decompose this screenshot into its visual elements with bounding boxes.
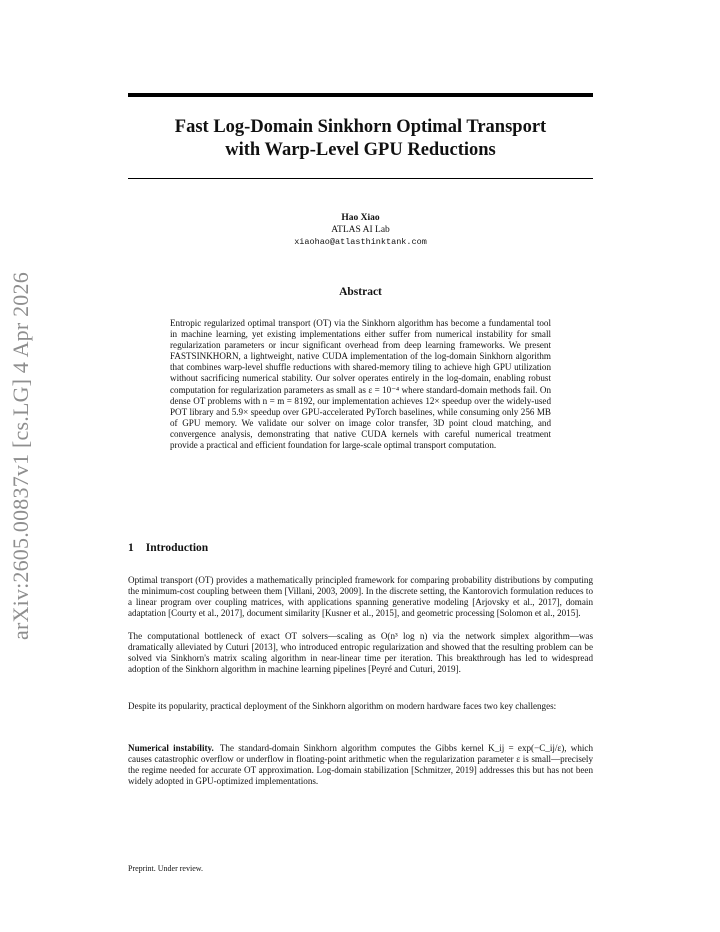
title-line-2: with Warp-Level GPU Reductions <box>225 140 496 160</box>
abstract-heading: Abstract <box>339 286 382 298</box>
intro-paragraph-1: Optimal transport (OT) provides a mathematically principled framework for comparing probability distributions by computing the minimum-cost coupling between them [Villani, 2003, 2009]. In the discrete setting, the Kantorovich formulation reduces to a linear program over coupling matrices, with applications spanning generative modeling [Arjovsky et al., 2017], domain adaptation [Courty et al., 2017], document similarity [Kusner et al., 2015], and geometric processing [Solomon et al., 2015]. <box>128 575 593 619</box>
paper-title <box>128 116 593 162</box>
preprint-footer: Preprint. Under review. <box>128 864 204 873</box>
author-name: Hao Xiao <box>341 213 380 223</box>
title-top-rule <box>128 93 593 97</box>
author-block <box>128 212 593 248</box>
author-email: xiaohao@atlasthinktank.com <box>294 237 427 247</box>
intro-paragraph-3: Despite its popularity, practical deployment of the Sinkhorn algorithm on modern hardware faces two key challenges: <box>128 701 557 711</box>
title-bottom-rule <box>128 178 593 179</box>
arxiv-identifier-stamp: arXiv:2605.00837v1 [cs.LG] 4 Apr 2026 <box>8 272 33 640</box>
section-heading-introduction <box>128 542 208 554</box>
author-affiliation: ATLAS AI Lab <box>331 225 390 235</box>
section-number: 1 <box>128 542 134 554</box>
intro-paragraph-2: The computational bottleneck of exact OT solvers—scaling as O(n³ log n) via the network simplex algorithm—was dramatically alleviated by Cuturi [2013], who introduced entropic regularization and showed that the resulting problem can be solved via Sinkhorn's matrix scaling algorithm in near-linear time per iteration. This breakthrough has led to widespread adoption of the Sinkhorn algorithm in machine learning pipelines [Peyré and Cuturi, 2019]. <box>128 631 593 675</box>
intro-paragraph-4 <box>128 743 593 787</box>
paragraph-runin-heading: Numerical instability. <box>128 743 214 753</box>
title-line-1: Fast Log-Domain Sinkhorn Optimal Transport <box>174 117 547 137</box>
abstract-body: Entropic regularized optimal transport (OT) via the Sinkhorn algorithm has become a fundamental tool in machine learning, yet existing implementations either suffer from numerical instability for small regularization parameters or incur significant overhead from deep learning frameworks. We present FASTSINKHORN, a lightweight, native CUDA implementation of the log-domain Sinkhorn algorithm that combines warp-level shuffle reductions with shared-memory tiling to achieve high GPU utilization without sacrificing numerical stability. Our solver operates entirely in the log-domain, enabling robust computation for regularization parameters as small as ε = 10⁻⁴ where standard-domain methods fail. On dense OT problems with n = m = 8192, our implementation achieves 12× speedup over the widely-used POT library and 5.9× speedup over GPU-accelerated PyTorch baselines, while consuming only 256 MB of GPU memory. We validate our solver on image color transfer, 3D point cloud matching, and convergence analysis, demonstrating that native CUDA kernels with careful numerical treatment provide a practical and efficient foundation for large-scale optimal transport computation. <box>170 318 551 451</box>
paragraph-4-text: The standard-domain Sinkhorn algorithm computes the Gibbs kernel K_ij = exp(−C_ij/ε), which causes catastrophic overflow or underflow in floating-point arithmetic when the regularization parameter ε is small—precisely the regime needed for accurate OT approximation. Log-domain stabilization [Schmitzer, 2019] addresses this but has not been widely adopted in GPU-optimized implementations. <box>128 743 593 787</box>
section-title: Introduction <box>145 542 209 554</box>
